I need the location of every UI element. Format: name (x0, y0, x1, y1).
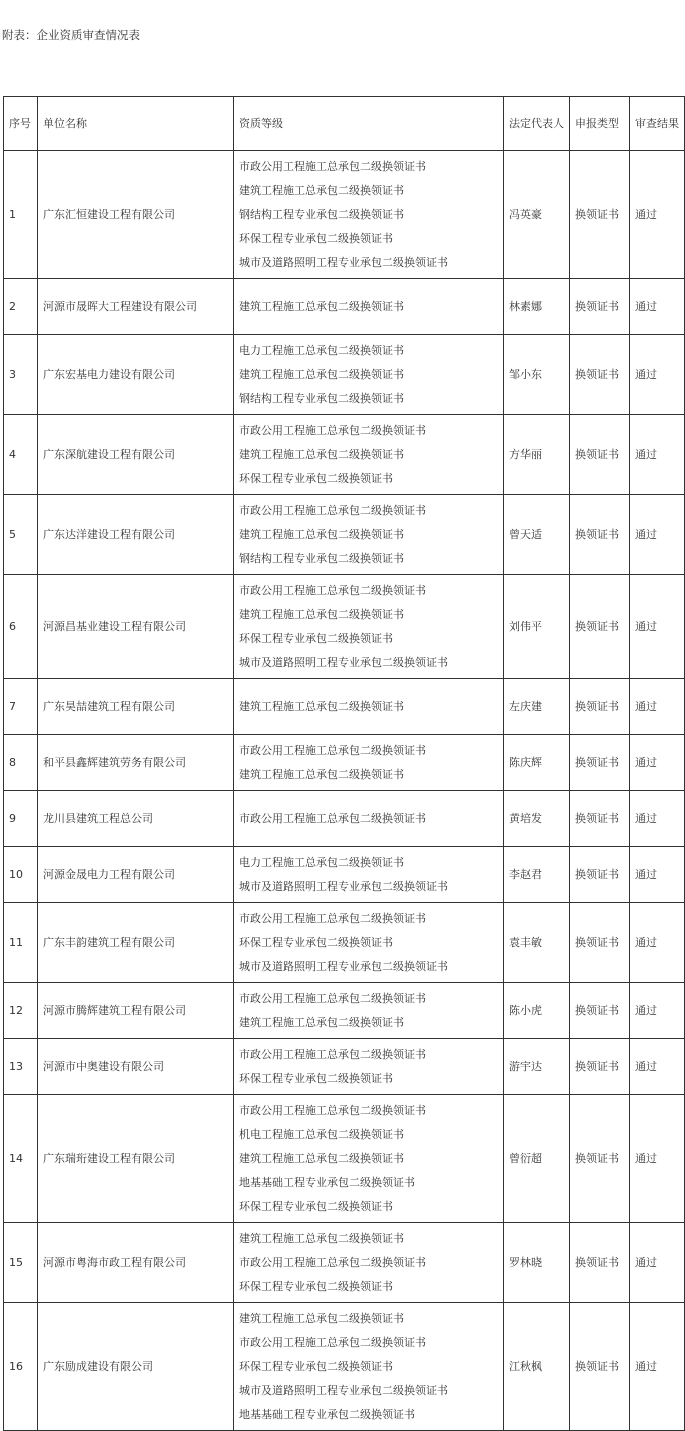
review-result: 通过 (630, 1223, 685, 1303)
row-number: 8 (4, 735, 38, 791)
apply-type: 换领证书 (570, 903, 630, 983)
legal-representative: 袁丰敏 (504, 903, 570, 983)
qualification-item: 建筑工程施工总承包二级换领证书 (239, 1151, 404, 1165)
table-row (4, 1303, 685, 1431)
qualification-list (234, 151, 504, 279)
apply-type: 换领证书 (570, 1039, 630, 1095)
review-result: 通过 (630, 1303, 685, 1431)
legal-representative: 邹小东 (504, 335, 570, 415)
apply-type: 换领证书 (570, 415, 630, 495)
qualification-item: 环保工程专业承包二级换领证书 (239, 1199, 393, 1213)
table-row (4, 335, 685, 415)
qualification-item: 地基基础工程专业承包二级换领证书 (239, 1407, 415, 1421)
legal-representative: 陈庆辉 (504, 735, 570, 791)
company-name: 河源市中奥建设有限公司 (38, 1039, 234, 1095)
company-name: 龙川县建筑工程总公司 (38, 791, 234, 847)
review-result: 通过 (630, 1039, 685, 1095)
qualification-item: 电力工程施工总承包二级换领证书 (239, 343, 404, 357)
review-result: 通过 (630, 415, 685, 495)
apply-type: 换领证书 (570, 1223, 630, 1303)
qualification-item: 钢结构工程专业承包二级换领证书 (239, 551, 404, 565)
table-row (4, 903, 685, 983)
apply-type: 换领证书 (570, 335, 630, 415)
company-name: 广东达洋建设工程有限公司 (38, 495, 234, 575)
qualification-item: 建筑工程施工总承包二级换领证书 (239, 183, 404, 197)
company-name: 河源市粤海市政工程有限公司 (38, 1223, 234, 1303)
qualification-item: 建筑工程施工总承包二级换领证书 (239, 447, 404, 461)
qualification-list (234, 983, 504, 1039)
row-number: 9 (4, 791, 38, 847)
qualification-item: 环保工程专业承包二级换领证书 (239, 631, 393, 645)
row-number: 3 (4, 335, 38, 415)
qualification-list (234, 1303, 504, 1431)
review-result: 通过 (630, 679, 685, 735)
legal-representative: 曾天适 (504, 495, 570, 575)
qualification-item: 建筑工程施工总承包二级换领证书 (239, 699, 404, 713)
apply-type: 换领证书 (570, 151, 630, 279)
apply-type: 换领证书 (570, 847, 630, 903)
qualification-item: 建筑工程施工总承包二级换领证书 (239, 767, 404, 781)
review-result: 通过 (630, 279, 685, 335)
legal-representative: 黄培发 (504, 791, 570, 847)
table-row (4, 983, 685, 1039)
legal-representative: 左庆建 (504, 679, 570, 735)
qualification-item: 建筑工程施工总承包二级换领证书 (239, 367, 404, 381)
row-number: 16 (4, 1303, 38, 1431)
review-result: 通过 (630, 791, 685, 847)
qualification-item: 环保工程专业承包二级换领证书 (239, 1359, 393, 1373)
qualification-item: 市政公用工程施工总承包二级换领证书 (239, 1047, 426, 1061)
legal-representative: 曾衍超 (504, 1095, 570, 1223)
header-company-name: 单位名称 (38, 97, 234, 151)
qualification-item: 建筑工程施工总承包二级换领证书 (239, 1231, 404, 1245)
table-row (4, 791, 685, 847)
row-number: 1 (4, 151, 38, 279)
row-number: 12 (4, 983, 38, 1039)
table-row (4, 1223, 685, 1303)
company-name: 广东汇恒建设工程有限公司 (38, 151, 234, 279)
apply-type: 换领证书 (570, 791, 630, 847)
row-number: 2 (4, 279, 38, 335)
qualification-list (234, 279, 504, 335)
company-name: 河源昌基业建设工程有限公司 (38, 575, 234, 679)
legal-representative: 方华丽 (504, 415, 570, 495)
qualification-item: 建筑工程施工总承包二级换领证书 (239, 1015, 404, 1029)
review-result: 通过 (630, 847, 685, 903)
apply-type: 换领证书 (570, 1095, 630, 1223)
qualification-item: 市政公用工程施工总承包二级换领证书 (239, 811, 426, 825)
qualification-list (234, 903, 504, 983)
apply-type: 换领证书 (570, 983, 630, 1039)
qualification-item: 市政公用工程施工总承包二级换领证书 (239, 583, 426, 597)
table-row (4, 1039, 685, 1095)
qualification-item: 环保工程专业承包二级换领证书 (239, 1071, 393, 1085)
header-result: 审查结果 (630, 97, 685, 151)
qualification-item: 地基基础工程专业承包二级换领证书 (239, 1175, 415, 1189)
qualification-item: 钢结构工程专业承包二级换领证书 (239, 391, 404, 405)
qualification-item: 环保工程专业承包二级换领证书 (239, 231, 393, 245)
company-name: 河源市晟晖大工程建设有限公司 (38, 279, 234, 335)
qualification-list (234, 575, 504, 679)
review-result: 通过 (630, 495, 685, 575)
table-row (4, 679, 685, 735)
qualification-item: 钢结构工程专业承包二级换领证书 (239, 207, 404, 221)
qualification-item: 市政公用工程施工总承包二级换领证书 (239, 1103, 426, 1117)
legal-representative: 游宇达 (504, 1039, 570, 1095)
table-row (4, 735, 685, 791)
review-result: 通过 (630, 151, 685, 279)
company-name: 河源金晟电力工程有限公司 (38, 847, 234, 903)
company-name: 广东丰韵建筑工程有限公司 (38, 903, 234, 983)
table-row (4, 151, 685, 279)
qualification-list (234, 1095, 504, 1223)
qualification-item: 电力工程施工总承包二级换领证书 (239, 855, 404, 869)
qualification-item: 市政公用工程施工总承包二级换领证书 (239, 423, 426, 437)
qualification-item: 市政公用工程施工总承包二级换领证书 (239, 991, 426, 1005)
review-result: 通过 (630, 1095, 685, 1223)
apply-type: 换领证书 (570, 735, 630, 791)
legal-representative: 冯英豪 (504, 151, 570, 279)
row-number: 14 (4, 1095, 38, 1223)
table-row (4, 1095, 685, 1223)
company-name: 河源市腾辉建筑工程有限公司 (38, 983, 234, 1039)
header-row (4, 97, 685, 151)
qualification-list (234, 735, 504, 791)
qualification-item: 建筑工程施工总承包二级换领证书 (239, 299, 404, 313)
qualification-item: 环保工程专业承包二级换领证书 (239, 935, 393, 949)
row-number: 15 (4, 1223, 38, 1303)
table-row (4, 495, 685, 575)
qualification-item: 城市及道路照明工程专业承包二级换领证书 (239, 1383, 448, 1397)
qualification-item: 市政公用工程施工总承包二级换领证书 (239, 911, 426, 925)
legal-representative: 陈小虎 (504, 983, 570, 1039)
company-name: 广东瑞珩建设工程有限公司 (38, 1095, 234, 1223)
table-body (4, 151, 685, 1431)
header-apply-type: 申报类型 (570, 97, 630, 151)
qualification-list (234, 1223, 504, 1303)
qualification-item: 市政公用工程施工总承包二级换领证书 (239, 1255, 426, 1269)
qualification-list (234, 679, 504, 735)
qualification-item: 城市及道路照明工程专业承包二级换领证书 (239, 879, 448, 893)
apply-type: 换领证书 (570, 679, 630, 735)
table-header (4, 97, 685, 151)
review-result: 通过 (630, 903, 685, 983)
apply-type: 换领证书 (570, 575, 630, 679)
legal-representative: 林素娜 (504, 279, 570, 335)
table-row (4, 415, 685, 495)
qualification-review-table (3, 96, 685, 1431)
table-row (4, 279, 685, 335)
legal-representative: 李赵君 (504, 847, 570, 903)
table-row (4, 575, 685, 679)
row-number: 6 (4, 575, 38, 679)
qualification-item: 市政公用工程施工总承包二级换领证书 (239, 1335, 426, 1349)
qualification-item: 建筑工程施工总承包二级换领证书 (239, 1311, 404, 1325)
qualification-list (234, 335, 504, 415)
qualification-list (234, 415, 504, 495)
qualification-item: 市政公用工程施工总承包二级换领证书 (239, 159, 426, 173)
qualification-item: 城市及道路照明工程专业承包二级换领证书 (239, 655, 448, 669)
qualification-item: 城市及道路照明工程专业承包二级换领证书 (239, 959, 448, 973)
qualification-item: 建筑工程施工总承包二级换领证书 (239, 527, 404, 541)
company-name: 和平县鑫辉建筑劳务有限公司 (38, 735, 234, 791)
company-name: 广东宏基电力建设有限公司 (38, 335, 234, 415)
table-row (4, 847, 685, 903)
row-number: 5 (4, 495, 38, 575)
row-number: 11 (4, 903, 38, 983)
row-number: 4 (4, 415, 38, 495)
table-caption: 附表：企业资质审查情况表 (2, 28, 140, 42)
legal-representative: 罗林晓 (504, 1223, 570, 1303)
company-name: 广东昊喆建筑工程有限公司 (38, 679, 234, 735)
legal-representative: 江秋枫 (504, 1303, 570, 1431)
qualification-list (234, 791, 504, 847)
review-result: 通过 (630, 735, 685, 791)
qualification-item: 市政公用工程施工总承包二级换领证书 (239, 503, 426, 517)
row-number: 13 (4, 1039, 38, 1095)
qualification-item: 建筑工程施工总承包二级换领证书 (239, 607, 404, 621)
row-number: 7 (4, 679, 38, 735)
qualification-list (234, 1039, 504, 1095)
qualification-item: 城市及道路照明工程专业承包二级换领证书 (239, 255, 448, 269)
review-result: 通过 (630, 983, 685, 1039)
legal-representative: 刘伟平 (504, 575, 570, 679)
qualification-list (234, 495, 504, 575)
review-result: 通过 (630, 575, 685, 679)
qualification-item: 环保工程专业承包二级换领证书 (239, 471, 393, 485)
review-result: 通过 (630, 335, 685, 415)
apply-type: 换领证书 (570, 1303, 630, 1431)
company-name: 广东深航建设工程有限公司 (38, 415, 234, 495)
qualification-list (234, 847, 504, 903)
company-name: 广东励成建设有限公司 (38, 1303, 234, 1431)
apply-type: 换领证书 (570, 279, 630, 335)
header-no: 序号 (4, 97, 38, 151)
qualification-item: 机电工程施工总承包二级换领证书 (239, 1127, 404, 1141)
apply-type: 换领证书 (570, 495, 630, 575)
qualification-item: 环保工程专业承包二级换领证书 (239, 1279, 393, 1293)
header-qualification: 资质等级 (234, 97, 504, 151)
row-number: 10 (4, 847, 38, 903)
header-representative: 法定代表人 (504, 97, 570, 151)
qualification-item: 市政公用工程施工总承包二级换领证书 (239, 743, 426, 757)
